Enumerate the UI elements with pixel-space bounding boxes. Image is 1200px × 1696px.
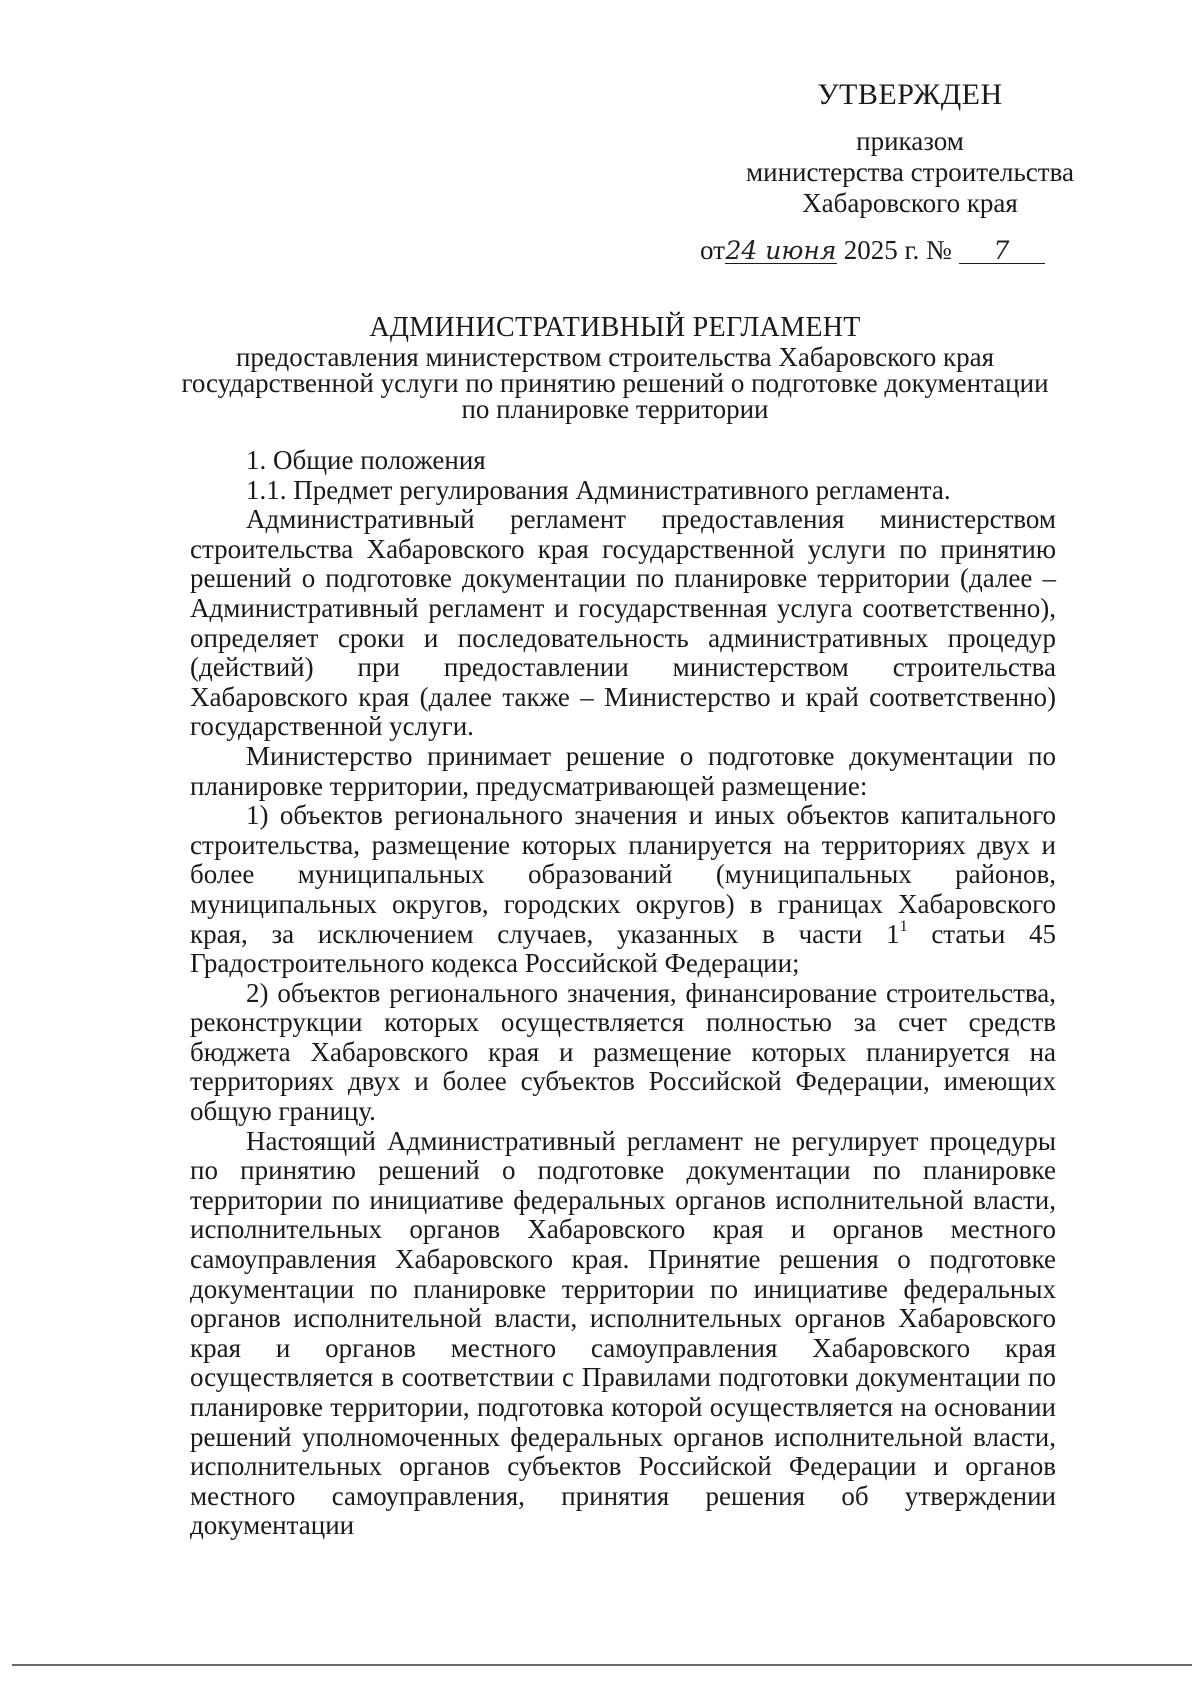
order-number-field [959,233,1045,264]
paragraph: Настоящий Административный регламент не регулирует процедуры по принятию решений о подготовке документации по планировке территории по инициативе федеральных органов исполнительной власти, исполнительных органов Хабаровского края и органов местного самоуправления Хабаровского края. Принятие решения о подготовке документации по планировке территории по инициативе федеральных органов исполнительной власти, исполнительных органов Хабаровского края и органов местного самоуправления Хабаровского края осуществляется в соответствии с Правилами подготовки документации по планировке территории, подготовка которой осуществляется на основании решений уполномоченных федеральных органов исполнительной власти, исполнительных органов субъектов Российской Федерации и органов местного самоуправления, принятия решения об утверждении документации [190,1125,1056,1541]
list-item-text: 1) объектов регионального значения и иных объектов капитального строительства, размещение которых планируется на территориях двух и более муниципальных образований (муниципальных районов, муниципальных округов, городских округов) в границах Хабаровского края, за исключением случаев, указанных в части 1 [190,800,1056,949]
page-bottom-rule [12,1664,1192,1666]
order-prefix: от [700,235,725,265]
approval-line: министерства строительства [746,157,1074,187]
document-subtitle-line: государственной услуги по принятию решений о подготовке документации [181,368,1049,398]
document-subtitle-line: по планировке территории [461,394,769,424]
order-date-field [725,233,837,264]
order-year: 2025 г. № [843,235,952,265]
approval-title: УТВЕРЖДЕН [817,78,1003,111]
paragraph: Административный регламент предоставления министерством строительства Хабаровского края государственной услуги по принятию решений о подготовке документации по планировке территории (далее – Административный регламент и государственная услуга соответственно), определяет сроки и последовательность административных процедур (действий) при предоставлении министерством строительства Хабаровского края (далее также – Министерство и край соответственно) государственной услуги. [190,504,1056,742]
approval-line: Хабаровского края [802,188,1018,218]
paragraph: Министерство принимает решение о подготовке документации по планировке территории, предусматривающей размещение: [190,740,1056,801]
order-number-handwritten: 7 [993,236,1010,265]
list-item [190,801,1056,979]
list-item-text: статьи 45 Градостроительного кодекса Российской Федерации; [190,918,1056,979]
superscript: 1 [899,917,908,935]
order-reference [700,230,1170,270]
document-heading [150,312,1080,422]
list-item: 2) объектов регионального значения, финансирование строительства, реконструкции которых осуществляется полностью за счет средств бюджета Хабаровского края и размещение которых планируется на территориях двух и более субъектов Российской Федерации, имеющих общую границу. [190,977,1056,1127]
document-body [190,446,1056,1541]
document-title: АДМИНИСТРАТИВНЫЙ РЕГЛАМЕНТ [369,312,861,343]
document-subtitle-line: предоставления министерством строительства Хабаровского края [235,342,995,372]
section-heading: 1. Общие положения [246,445,486,475]
order-date-handwritten: 24 июня [725,236,837,265]
subsection-heading: 1.1. Предмет регулирования Административного регламента. [246,474,951,505]
approval-line: приказом [856,126,964,156]
